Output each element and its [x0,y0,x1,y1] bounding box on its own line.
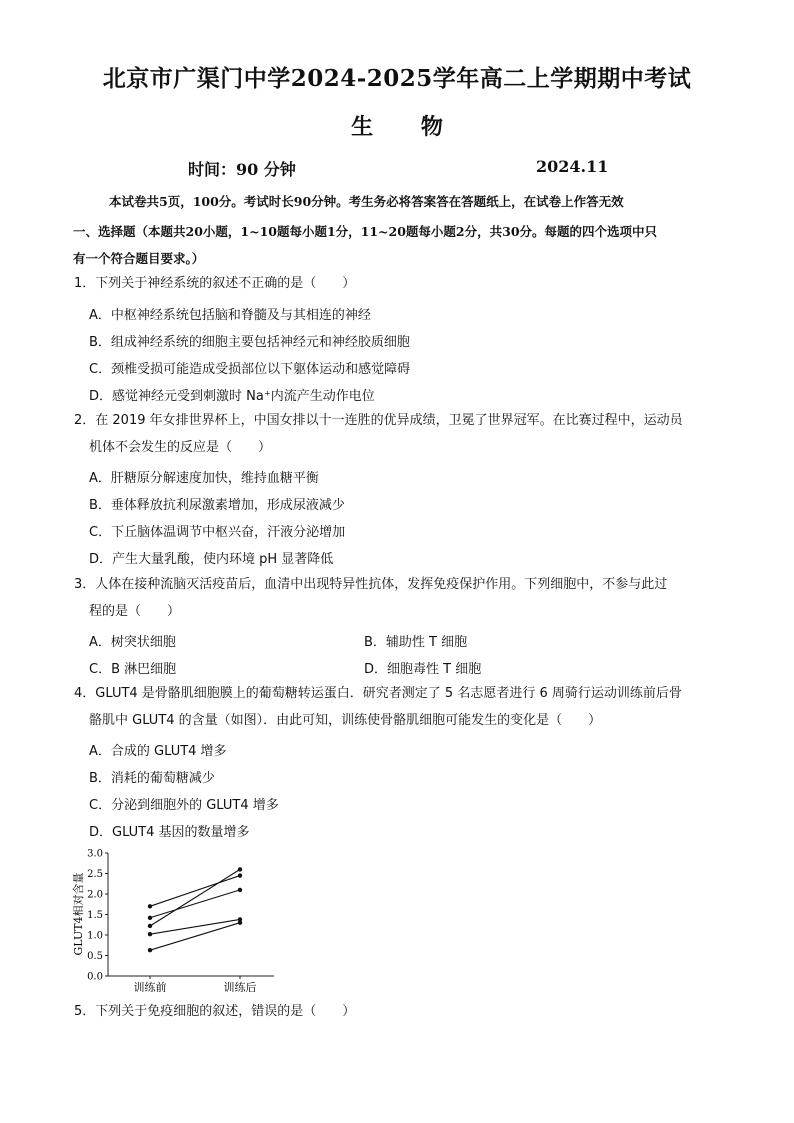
y-tick-label: 0.5 [87,951,103,962]
question-stem-continued: 机体不会发生的反应是（ ） [89,440,272,455]
data-point [148,932,152,936]
x-tick-label: 训练后 [223,981,257,992]
data-point [238,888,242,892]
question-stem: 3．人体在接种流脑灭活疫苗后，血清中出现特异性抗体，发挥免疫保护作用。下列细胞中，不参与此过 [74,577,668,592]
y-tick-label: 2.5 [87,869,103,880]
section-heading-line-2: 有一个符合题目要求。） [73,251,205,266]
q4-option-a: A．合成的 GLUT4 增多 [89,744,227,759]
question-stem: 2．在 2019 年女排世界杯上，中国女排以十一连胜的优异成绩，卫冕了世界冠军。在比赛过程中，运动员 [74,413,683,428]
data-point [148,948,152,952]
y-tick-label: 0.0 [87,971,103,983]
question-2 [74,407,724,461]
q1-option-b: B．组成神经系统的细胞主要包括神经元和神经胶质细胞 [89,335,410,350]
question-stem-continued: 程的是（ ） [89,604,181,619]
series-line-1 [150,876,240,907]
y-tick-label: 1.0 [87,930,103,942]
exam-duration: 时间：90 分钟 [188,160,296,179]
q3-option-a: A．树突状细胞 [89,635,176,650]
question-5 [74,998,724,1025]
q2-option-b: B．垂体释放抗利尿激素增加，形成尿液减少 [89,498,345,513]
series-line-3 [150,869,240,926]
subject-title: 生 物 [351,114,443,140]
y-tick-label: 1.5 [87,910,103,921]
q2-option-c: C．下丘脑体温调节中枢兴奋，汗液分泌增加 [89,525,346,540]
data-point [238,873,242,877]
y-tick-label: 2.0 [87,889,103,901]
y-axis-label: GLUT4相对含量 [72,872,85,956]
q1-option-c: C．颈椎受损可能造成受损部位以下躯体运动和感觉障碍 [89,362,411,377]
question-stem: 1．下列关于神经系统的叙述不正确的是（ ） [74,276,356,291]
question-stem: 4．GLUT4 是骨骼肌细胞膜上的葡萄糖转运蛋白．研究者测定了 5 名志愿者进行 6 周骑行运动训练前后骨 [74,686,682,701]
q3-option-b: B．辅助性 T 细胞 [364,635,468,650]
q2-option-d: D．产生大量乳酸，使内环境 pH 显著降低 [89,552,334,567]
data-point [238,921,242,925]
q4-option-d: D．GLUT4 基因的数量增多 [89,825,250,840]
exam-instructions: 本试卷共5页，100分。考试时长90分钟。考生务必将答案答在答题纸上，在试卷上作答无效 [109,194,624,209]
q4-option-c: C．分泌到细胞外的 GLUT4 增多 [89,798,279,813]
x-tick-label: 训练前 [133,981,167,992]
data-point [238,867,242,871]
question-3 [74,571,724,625]
question-stem: 5．下列关于免疫细胞的叙述，错误的是（ ） [74,1004,356,1019]
q3-option-c: C．B 淋巴细胞 [89,662,177,677]
q1-option-a: A．中枢神经系统包括脑和脊髓及与其相连的神经 [89,308,371,323]
q4-option-b: B．消耗的葡萄糖减少 [89,771,215,786]
q3-option-d: D．细胞毒性 T 细胞 [364,662,482,677]
section-heading [73,218,723,272]
question-4 [74,680,724,734]
y-tick-label: 3.0 [87,848,103,860]
question-1 [74,270,724,297]
glut4-line-chart [68,842,288,992]
data-point [148,916,152,920]
series-line-2 [150,890,240,918]
question-stem-continued: 骼肌中 GLUT4 的含量（如图）．由此可知，训练使骨骼肌细胞可能发生的变化是（ ） [89,713,602,728]
exam-title: 北京市广渠门中学2024-2025学年高二上学期期中考试 [102,65,692,92]
section-heading-line-1: 一、选择题（本题共20小题，1~10题每小题1分，11~20题每小题2分，共30分。每题的四个选项中只 [73,224,658,239]
data-point [148,924,152,928]
q2-option-a: A．肝糖原分解速度加快，维持血糖平衡 [89,471,319,486]
q1-option-d: D．感觉神经元受到刺激时 Na⁺内流产生动作电位 [89,389,375,404]
exam-date: 2024.11 [536,157,609,176]
data-point [148,904,152,908]
